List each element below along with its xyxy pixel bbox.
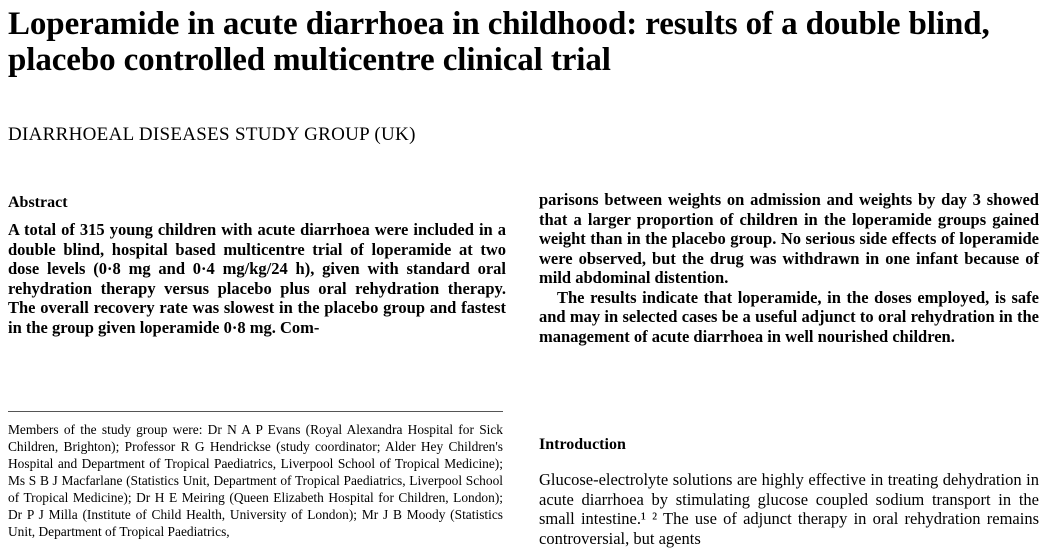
abstract-text-right-1: parisons between weights on admission and weights by day 3 showed that a larger proportion of children in the loperamide groups gained weight than in the placebo group. No serious side effects of loperamide were observed, but the drug was withdrawn in one infant because of mild abdominal distention. bbox=[539, 190, 1039, 287]
article-title: Loperamide in acute diarrhoea in childhood: results of a double blind, placebo controlled multicentre clinical trial bbox=[8, 6, 990, 78]
abstract-heading: Abstract bbox=[8, 194, 68, 211]
study-group-members-note: Members of the study group were: Dr N A P Evans (Royal Alexandra Hospital for Sick Children, Brighton); Professor R G Hendrickse (study coordinator; Alder Hey Children's Hospital and Department of Tropical Paediatrics, Liverpool School of Tropical Medicine); Ms S B J Macfarlane (Statistics Unit, Department of Tropical Paediatrics, Liverpool School of Tropical Medicine); Dr H E Meiring (Queen Elizabeth Hospital for Children, London); Dr P J Milla (Institute of Child Health, University of London); Mr J B Moody (Statistics Unit, Department of Tropical Paediatrics, bbox=[8, 422, 503, 539]
abstract-text-left: A total of 315 young children with acute diarrhoea were included in a double blind, hospital based multicentre trial of loperamide at two dose levels (0·8 mg and 0·4 mg/kg/24 h), given with standard oral rehydration therapy versus placebo plus oral rehydration therapy. The overall recovery rate was slowest in the placebo group and fastest in the group given loperamide 0·8 mg. Com- bbox=[8, 220, 506, 337]
author-group: DIARRHOEAL DISEASES STUDY GROUP (UK) bbox=[8, 124, 416, 145]
abstract-right-column bbox=[539, 190, 1039, 346]
introduction-text: Glucose-electrolyte solutions are highly effective in treating dehydration in acute diarrhoea by stimulating glucose coupled sodium transport in the small intestine.¹ ² The use of adjunct therapy in oral rehydration remains controversial, but agents bbox=[539, 470, 1039, 548]
footnote-divider bbox=[8, 411, 503, 412]
abstract-text-right-2: The results indicate that loperamide, in the doses employed, is safe and may in selected cases be a useful adjunct to oral rehydration in the management of acute diarrhoea in well nourished children. bbox=[539, 287, 1039, 346]
abstract-left-column bbox=[8, 190, 506, 337]
introduction-heading: Introduction bbox=[539, 436, 626, 453]
